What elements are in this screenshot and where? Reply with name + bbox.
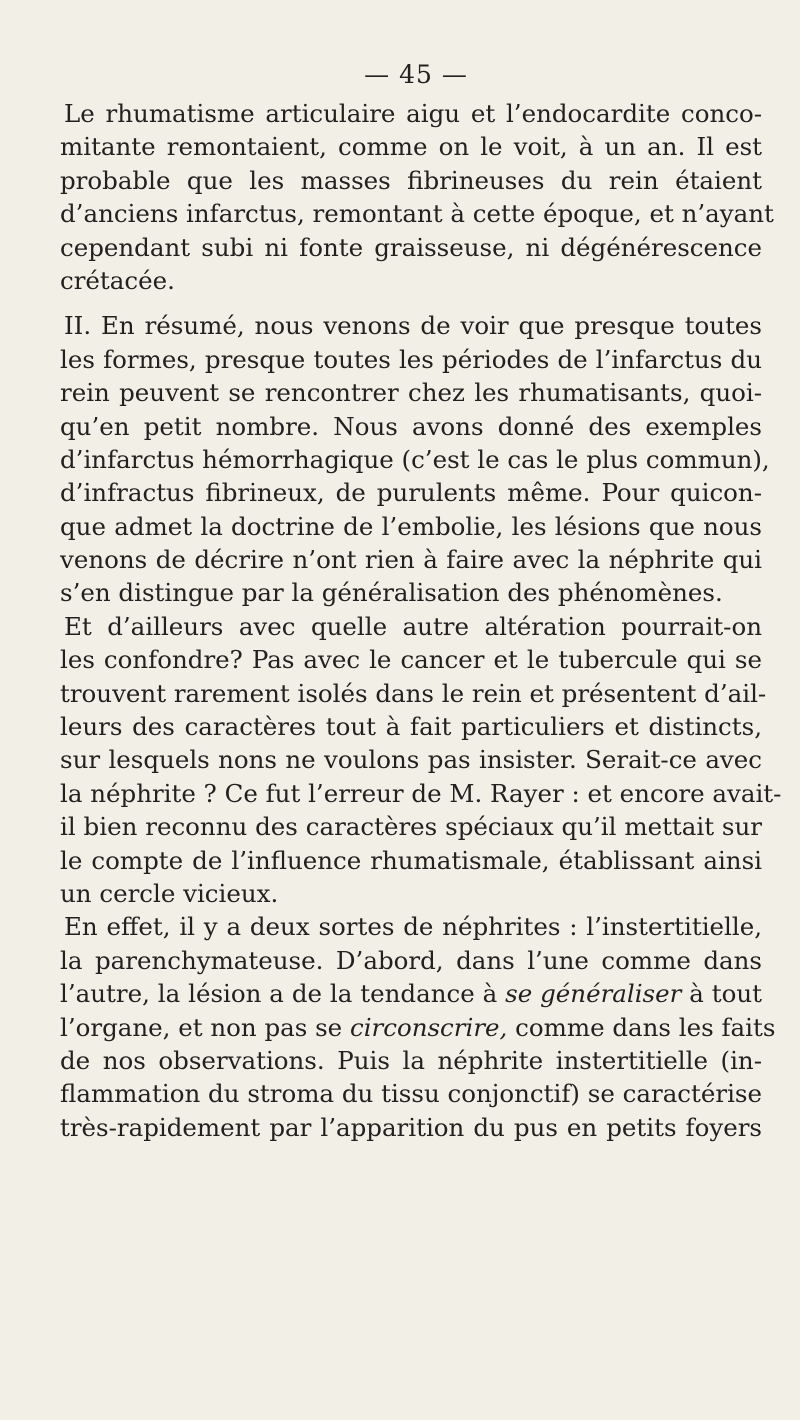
text-line: qu’en petit nombre. Nous avons donné des exemples — [60, 411, 762, 441]
text-line: que admet la doctrine de l’embolie, les lésions que nous — [60, 511, 762, 541]
text-line: sur lesquels nons ne voulons pas insister. Serait-ce avec — [60, 745, 762, 775]
italic-text: circonscrire, — [349, 1012, 508, 1042]
paragraph-gap — [60, 297, 762, 309]
text-line: il bien reconnu des caractères spéciaux qu’il mettait sur — [60, 812, 762, 842]
text-line: les confondre? Pas avec le cancer et le tubercule qui se — [60, 645, 762, 675]
text-line: probable que les masses fibrineuses du rein étaient — [60, 165, 762, 195]
italic-text: se généraliser — [505, 979, 682, 1009]
text-line: un cercle vicieux. — [60, 878, 279, 908]
text-line: de nos observations. Puis la néphrite instertitielle (in- — [60, 1045, 762, 1075]
text-line: leurs des caractères tout à fait particuliers et distincts, — [60, 712, 762, 742]
text-line — [60, 1011, 776, 1044]
text-line: venons de décrire n’ont rien à faire avec la néphrite qui — [60, 545, 762, 575]
text-line: la parenchymateuse. D’abord, dans l’une comme dans — [60, 945, 762, 975]
text-line: d’infarctus hémorrhagique (c’est le cas le plus commun), — [60, 444, 770, 474]
text-line: En effet, il y a deux sortes de néphrites : l’instertitielle, — [64, 912, 762, 942]
text-line: le compte de l’influence rhumatismale, établissant ainsi — [60, 845, 762, 875]
text-line — [60, 977, 762, 1010]
text-line: mitante remontaient, comme on le voit, à un an. Il est — [60, 132, 762, 162]
text-line: la néphrite ? Ce fut l’erreur de M. Rayer : et encore avait- — [60, 778, 782, 808]
text-line: Et d’ailleurs avec quelle autre altération pourrait-on — [64, 611, 762, 641]
text-run: l’autre, la lésion a de la tendance à — [60, 979, 506, 1009]
paragraph-4 — [60, 910, 776, 1144]
text-line: les formes, presque toutes les périodes de l’infarctus du — [60, 344, 762, 374]
paragraph-2 — [60, 309, 770, 610]
text-run: comme dans les faits — [507, 1012, 776, 1042]
text-line: crétacée. — [60, 265, 175, 295]
text-run: à tout — [681, 979, 762, 1009]
text-line: d’infractus fibrineux, de purulents même. Pour quicon- — [60, 478, 762, 508]
text-line: trouvent rarement isolés dans le rein et présentent d’ail- — [60, 678, 767, 708]
text-line: cependant subi ni fonte graisseuse, ni dégénérescence — [60, 232, 762, 262]
text-line: rein peuvent se rencontrer chez les rhumatisants, quoi- — [60, 378, 762, 408]
text-line: flammation du stroma du tissu conjonctif) se caractérise — [60, 1079, 762, 1109]
document-page — [60, 60, 782, 1144]
text-line: Le rhumatisme articulaire aigu et l’endocardite conco- — [64, 99, 762, 128]
page-number: — 45 — — [364, 60, 468, 89]
paragraph-1 — [60, 97, 774, 297]
paragraph-3 — [60, 610, 782, 911]
text-line: s’en distingue par la généralisation des phénomènes. — [60, 578, 723, 608]
text-line: II. En résumé, nous venons de voir que presque toutes — [64, 311, 762, 341]
text-line: très-rapidement par l’apparition du pus en petits foyers — [60, 1112, 762, 1142]
text-line: d’anciens infarctus, remontant à cette époque, et n’ayant — [60, 199, 774, 229]
text-run: l’organe, et non pas se — [60, 1012, 350, 1042]
